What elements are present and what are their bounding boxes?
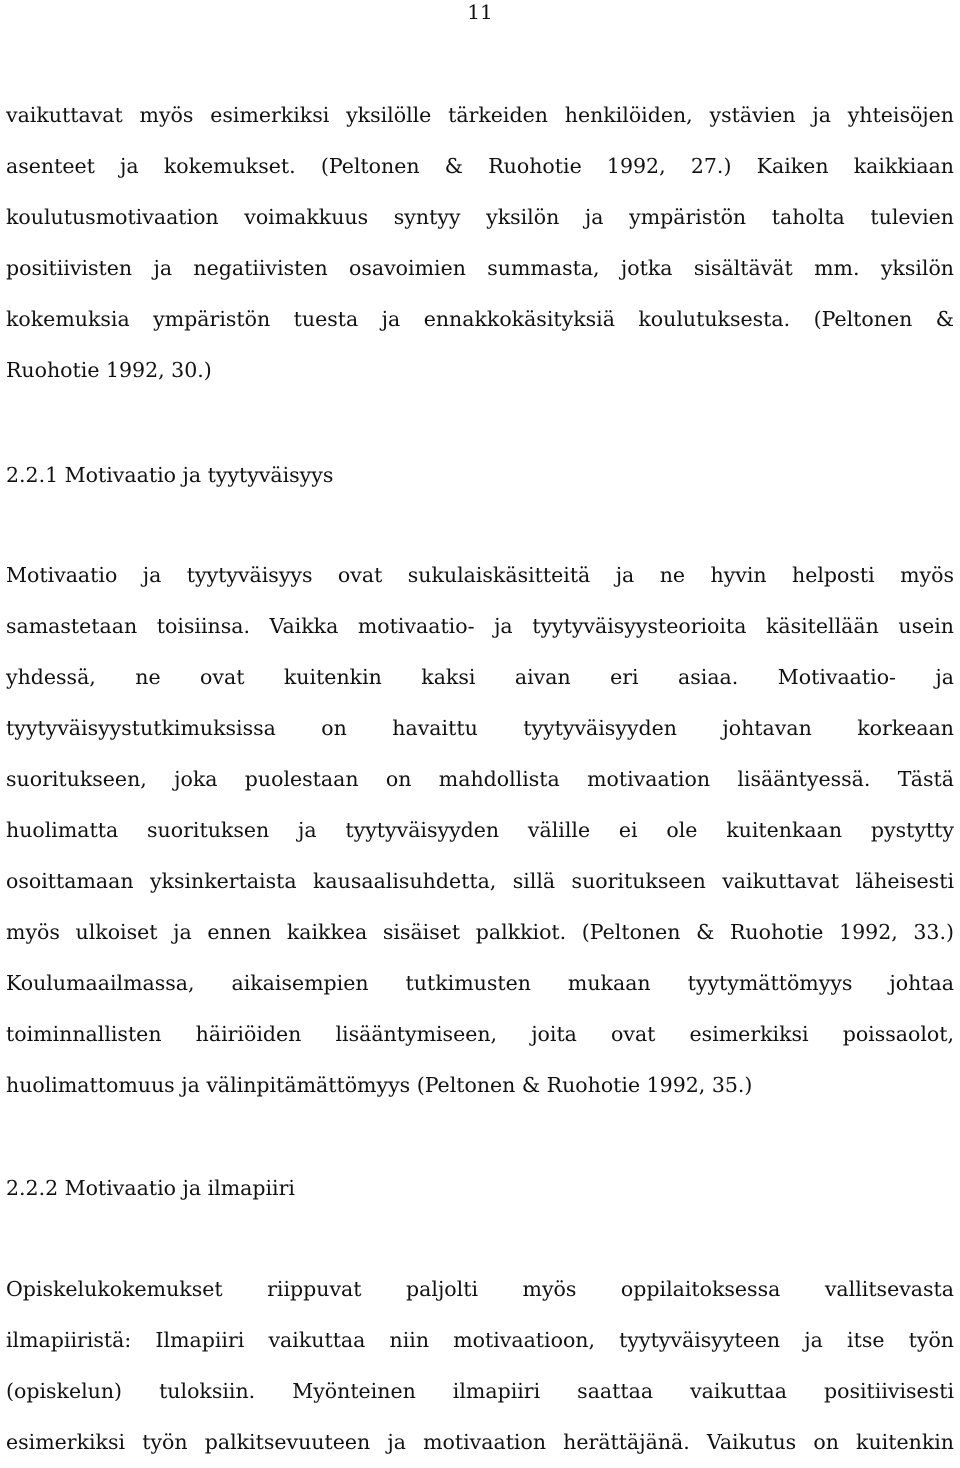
paragraph-line: huolimatta suorituksen ja tyytyväisyyden välille ei ole kuitenkaan pystytty [6, 818, 954, 842]
paragraph-1 [6, 90, 954, 396]
paragraph-line: samastetaan toisiinsa. Vaikka motivaatio- ja tyytyväisyysteorioita käsitellään usein [6, 614, 954, 638]
section-heading: 2.2.1 Motivaatio ja tyytyväisyys [6, 463, 334, 487]
paragraph-line: (opiskelun) tuloksiin. Myönteinen ilmapiiri saattaa vaikuttaa positiivisesti [6, 1379, 954, 1403]
paragraph-line: positiivisten ja negatiivisten osavoimien summasta, jotka sisältävät mm. yksilön [6, 256, 954, 280]
paragraph-line: suoritukseen, joka puolestaan on mahdollista motivaation lisääntyessä. Tästä [6, 767, 954, 791]
paragraph-line: kokemuksia ympäristön tuesta ja ennakkokäsityksiä koulutuksesta. (Peltonen & [6, 307, 954, 331]
paragraph-2 [6, 550, 954, 1111]
paragraph-line: Opiskelukokemukset riippuvat paljolti myös oppilaitoksessa vallitsevasta [6, 1277, 954, 1301]
paragraph-line: koulutusmotivaation voimakkuus syntyy yksilön ja ympäristön taholta tulevien [6, 205, 954, 229]
paragraph-line: tyytyväisyystutkimuksissa on havaittu tyytyväisyyden johtavan korkeaan [6, 716, 954, 740]
section-heading-2-2-2 [6, 1163, 954, 1214]
paragraph-line: vaikuttavat myös esimerkiksi yksilölle tärkeiden henkilöiden, ystävien ja yhteisöjen [6, 103, 954, 127]
paragraph-line: Motivaatio ja tyytyväisyys ovat sukulaiskäsitteitä ja ne hyvin helposti myös [6, 563, 954, 587]
paragraph-line: Ruohotie 1992, 30.) [6, 358, 212, 382]
paragraph-line: esimerkiksi työn palkitsevuuteen ja motivaation herättäjänä. Vaikutus on kuitenkin [6, 1430, 954, 1454]
paragraph-line: yhdessä, ne ovat kuitenkin kaksi aivan eri asiaa. Motivaatio- ja [6, 665, 954, 689]
section-heading-2-2-1 [6, 450, 954, 501]
paragraph-line: myös ulkoiset ja ennen kaikkea sisäiset palkkiot. (Peltonen & Ruohotie 1992, 33.) [6, 920, 954, 944]
paragraph-3 [6, 1264, 954, 1468]
section-heading: 2.2.2 Motivaatio ja ilmapiiri [6, 1176, 295, 1200]
paragraph-line: osoittamaan yksinkertaista kausaalisuhdetta, sillä suoritukseen vaikuttavat läheisesti [6, 869, 954, 893]
paragraph-line: ilmapiiristä: Ilmapiiri vaikuttaa niin motivaatioon, tyytyväisyyteen ja itse työn [6, 1328, 954, 1352]
paragraph-line: toiminnallisten häiriöiden lisääntymiseen, joita ovat esimerkiksi poissaolot, [6, 1022, 954, 1046]
page-number: 11 [467, 0, 493, 24]
paragraph-line: asenteet ja kokemukset. (Peltonen & Ruohotie 1992, 27.) Kaiken kaikkiaan [6, 154, 954, 178]
paragraph-line: Koulumaailmassa, aikaisempien tutkimusten mukaan tyytymättömyys johtaa [6, 971, 954, 995]
paragraph-line: huolimattomuus ja välinpitämättömyys (Peltonen & Ruohotie 1992, 35.) [6, 1073, 753, 1097]
